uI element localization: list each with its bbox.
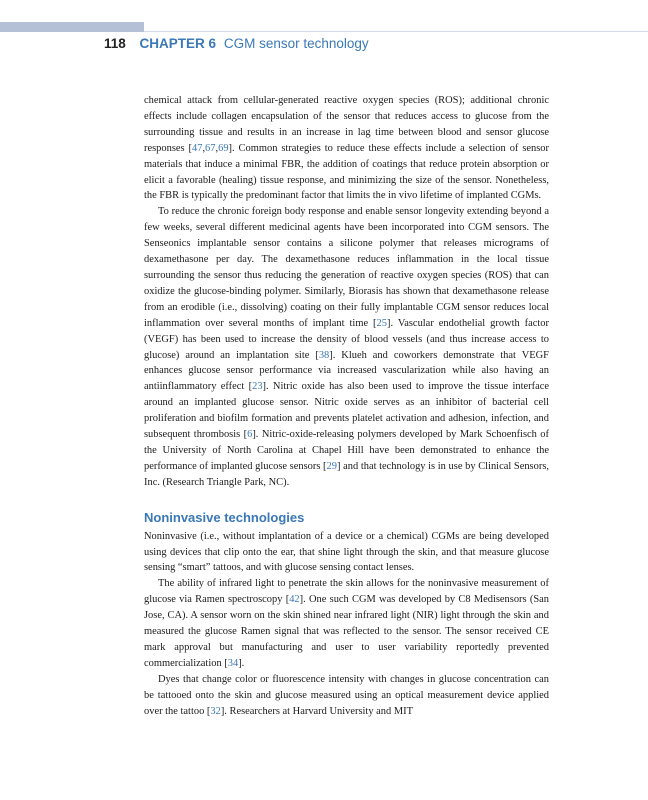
citation-ref-38[interactable]: 38 — [318, 349, 330, 361]
paragraph-tattoo-dyes: Dyes that change color or fluorescence intensity with changes in glucose concentration can be tattooed onto the skin and glucose measured using an optical measurement device applied over the tattoo [32]. Researchers at Harvard University and MIT — [144, 673, 549, 717]
citation-ref-25[interactable]: 25 — [376, 317, 387, 329]
page-number: 118 — [104, 36, 126, 51]
header-rule — [144, 31, 648, 32]
chapter-label: CHAPTER 6 — [139, 36, 217, 51]
running-head — [104, 35, 369, 53]
citation-ref-69[interactable]: 69 — [218, 142, 229, 154]
paragraph-medicinal-agents: To reduce the chronic foreign body response and enable sensor longevity extending beyond a few weeks, several different medicinal agents have been incorporated into CGM sensors. The Senseonics implantable sensor contains a silicone polymer that releases micrograms of dexamethasone per day. The dexamethasone reduces inflammation in the local tissue surrounding the sensor thus reducing the generation of reactive oxygen species (ROS) that can oxidize the glucose-binding polymer. Similarly, Biorasis has shown that dexamethasone release from an erodible (i.e., dissolving) coating on their fully implantable CGM sensor reduces local inflammation over several months of implant time [25]. Vascular endothelial growth factor (VEGF) has been used to increase the density of blood vessels (and thus increase access to glucose) around an implantation site [38]. Klueh and coworkers demonstrate that VEGF enhances glucose sensor performance via increased vascularization while also having an antiinflammatory effect [23]. Nitric oxide has also been used to improve the tissue interface around an implanted glucose sensor. Nitric oxide serves as an inhibitor of bacterial cell proliferation and biofilm formation and prevents platelet activation and adhesion, infection, and subsequent thrombosis [6]. Nitric-oxide-releasing polymers developed by Mark Schoenfisch of the University of North Carolina at Chapel Hill have been demonstrated to enhance the performance of implanted glucose sensors [29] and that technology is in use by Clinical Sensors, Inc. (Research Triangle Park, NC). — [144, 206, 550, 488]
citation-ref-29[interactable]: 29 — [326, 460, 337, 472]
header-accent-bar — [0, 22, 144, 32]
paragraph-infrared-raman: The ability of infrared light to penetrate the skin allows for the noninvasive measurement of glucose via Ramen spectroscopy [42]. One such CGM was developed by C8 Medisensors (San Jose, CA). A sensor worn on the skin shined near infrared light (NIR) light through the skin and measured the glucose Ramen signal that was reflected to the sensor. The sensor received CE mark approval but manufacturing and user to user variability reportedly prevented commercialization [34]. — [144, 578, 549, 669]
citation-ref-34[interactable]: 34 — [227, 657, 239, 669]
chapter-title: CGM sensor technology — [223, 36, 369, 51]
citation-ref-67[interactable]: 67 — [205, 142, 216, 154]
citation-ref-32[interactable]: 32 — [210, 705, 221, 717]
citation-ref-47[interactable]: 47 — [192, 142, 203, 154]
section-heading-noninvasive: Noninvasive technologies — [144, 509, 305, 525]
citation-ref-6[interactable]: 6 — [247, 429, 253, 441]
citation-ref-23[interactable]: 23 — [252, 381, 263, 393]
paragraph-foreign-body-effects: chemical attack from cellular-generated reactive oxygen species (ROS); additional chronic effects include collagen encapsulation of the sensor that reduces access to glucose from the surrounding tissue and results in an increase in lag time between blood and sensor glucose responses [47,67,69]. Common strategies to reduce these effects include a selection of sensor materials that induce a minimal FBR, the addition of coatings that reduce protein absorption or elicit a favorable (healing) tissue response, and minimizing the size of the sensor. Nonetheless, the FBR is typically the predominant factor that limits the in vivo lifetime of implanted CGMs. — [144, 95, 549, 202]
body-text — [144, 93, 549, 720]
citation-ref-42[interactable]: 42 — [289, 594, 300, 606]
paragraph-noninvasive-intro: Noninvasive (i.e., without implantation of a device or a chemical) CGMs are being developed using devices that clip onto the ear, that shine light through the skin, and that measure glucose sensing “smart” tattoos, and with glucose sensing contact lenses. — [144, 530, 549, 574]
